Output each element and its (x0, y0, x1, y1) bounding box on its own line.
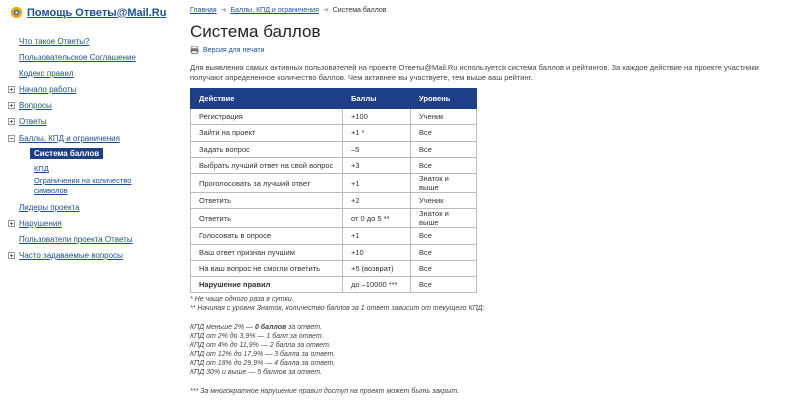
cell-action: Регистрация (191, 109, 343, 125)
cell-action: Выбрать лучший ответ на свой вопрос (191, 157, 343, 173)
sidebar-item-label[interactable]: Пользовательское Соглашение (19, 53, 136, 62)
page-title: Система баллов (190, 22, 321, 41)
cell-level: Знаток и выше (411, 209, 477, 228)
sidebar-item-label[interactable]: Пользователи проекта Ответы (19, 235, 133, 244)
breadcrumb (190, 6, 387, 14)
cell-action: На ваш вопрос не смогли ответить (191, 260, 343, 276)
sidebar-item-start[interactable] (8, 85, 76, 94)
table-row (191, 174, 477, 193)
table-row (191, 141, 477, 157)
kpd-line-1 (190, 324, 322, 331)
cell-action: Ваш ответ признан лучшим (191, 244, 343, 260)
table-row (191, 109, 477, 125)
breadcrumb-home[interactable]: Главная (190, 7, 217, 14)
arrow-right-icon: ➔ (322, 7, 329, 14)
footnote-1: * Не чаще одного раза в сутки. (190, 296, 294, 303)
cell-points: +3 (343, 157, 411, 173)
cell-level: Все (411, 157, 477, 173)
cell-level: Все (411, 125, 477, 141)
print-link[interactable] (190, 46, 264, 54)
subitem-points-system[interactable] (30, 149, 103, 158)
intro-line: Для выявления самых активных пользователей на проекте Ответы@Mail.Ru используется система баллов и рейтингов. За каждое действие на проекте участники (190, 63, 759, 72)
subitem-label[interactable]: Ограничения на количество (34, 176, 132, 185)
sidebar-item-questions[interactable] (8, 101, 52, 110)
table-row (191, 244, 477, 260)
sidebar-item-label[interactable]: Нарушения (19, 219, 62, 228)
col-header-level: Уровень (411, 89, 477, 109)
kpd-prefix: КПД меньше 2% — (190, 324, 255, 331)
sidebar (0, 0, 180, 402)
collapse-minus-icon[interactable] (8, 135, 15, 142)
table-row (191, 157, 477, 173)
sidebar-item-label[interactable]: Часто задаваемые вопросы (19, 251, 123, 260)
subitem-label[interactable]: КПД (34, 164, 49, 173)
cell-action: Задать вопрос (191, 141, 343, 157)
cell-action: Ответить (191, 209, 343, 228)
expand-plus-icon[interactable] (8, 102, 15, 109)
sidebar-item-label[interactable]: Что такое Ответы? (19, 37, 90, 46)
cell-action: Зайти на проект (191, 125, 343, 141)
table-row (191, 277, 477, 293)
intro-text (190, 63, 790, 83)
cell-points: +1 (343, 228, 411, 244)
breadcrumb-section[interactable]: Баллы, КПД и ограничения (230, 7, 319, 14)
kpd-line-5: КПД от 18% до 29,9% — 4 балла за ответ. (190, 360, 336, 367)
table-row (191, 125, 477, 141)
sidebar-item-label[interactable]: Начало работы (19, 85, 77, 94)
sidebar-item-label[interactable]: Баллы, КПД и ограничения (19, 134, 120, 143)
subitem-limits-cont[interactable] (34, 186, 68, 195)
footnote-2: ** Начиная с уровня Знаток, количество баллов за 1 ответ зависит от текущего КПД: (190, 305, 485, 312)
logo-text[interactable]: Помощь Ответы@Mail.Ru (27, 6, 167, 19)
arrow-right-icon: ➔ (220, 7, 227, 14)
cell-points: +1 * (343, 125, 411, 141)
sidebar-item-rules[interactable] (8, 69, 73, 78)
cell-points: +10 (343, 244, 411, 260)
cell-level: Все (411, 141, 477, 157)
cell-points: +1 (343, 174, 411, 193)
table-row (191, 260, 477, 276)
cell-action: Ответить (191, 193, 343, 209)
cell-points: от 0 до 5 ** (343, 209, 411, 228)
cell-level: Все (411, 260, 477, 276)
cell-action: Проголосовать за лучший ответ (191, 174, 343, 193)
subitem-active-label[interactable]: Система баллов (30, 148, 103, 159)
cell-points: до –10000 *** (343, 277, 411, 293)
cell-action: Голосовать в опросе (191, 228, 343, 244)
sidebar-item-label[interactable]: Ответы (19, 117, 47, 126)
kpd-line-6: КПД 30% и выше — 5 баллов за ответ. (190, 369, 322, 376)
cell-level: Все (411, 277, 477, 293)
sidebar-item-agreement[interactable] (8, 53, 136, 62)
col-header-action: Действие (191, 89, 343, 109)
kpd-bold: 0 баллов (254, 324, 287, 331)
breadcrumb-current: Система баллов (332, 7, 387, 14)
sidebar-item-leaders[interactable] (8, 203, 80, 212)
sidebar-item-points[interactable] (8, 134, 120, 143)
col-header-points: Баллы (343, 89, 411, 109)
cell-level: Ученик (411, 193, 477, 209)
subitem-kpd[interactable] (34, 164, 49, 173)
sidebar-item-users[interactable] (8, 235, 133, 244)
sidebar-item-label[interactable]: Вопросы (19, 101, 52, 110)
mailru-otvety-icon (10, 6, 23, 19)
sidebar-item-label[interactable]: Лидеры проекта (19, 203, 80, 212)
logo[interactable] (10, 6, 166, 19)
intro-line: получают определенное количество баллов. Чем активнее вы участвуете, тем выше ваш рейтинг. (190, 73, 533, 82)
print-version-link[interactable]: Версия для печати (203, 46, 265, 54)
table-header-row (191, 89, 477, 109)
expand-plus-icon[interactable] (8, 118, 15, 125)
cell-level: Ученик (411, 109, 477, 125)
sidebar-item-faq[interactable] (8, 251, 123, 260)
expand-plus-icon[interactable] (8, 220, 15, 227)
cell-action: Нарушение правил (191, 277, 343, 293)
cell-level: Все (411, 244, 477, 260)
expand-plus-icon[interactable] (8, 86, 15, 93)
table-row (191, 209, 477, 228)
footnote-3: *** За многократное нарушение правил доступ на проект может быть закрыт. (190, 388, 460, 395)
printer-icon (190, 46, 199, 54)
cell-level: Знаток и выше (411, 174, 477, 193)
cell-points: –5 (343, 141, 411, 157)
cell-points: +2 (343, 193, 411, 209)
sidebar-item-label[interactable]: Кодекс правил (19, 69, 74, 78)
points-table (190, 88, 477, 293)
expand-plus-icon[interactable] (8, 252, 15, 259)
cell-points: +100 (343, 109, 411, 125)
sidebar-item-violations[interactable] (8, 219, 62, 228)
kpd-line-4: КПД от 12% до 17,9% — 3 балла за ответ. (190, 351, 336, 358)
sidebar-item-what-is[interactable] (8, 37, 89, 46)
cell-level: Все (411, 228, 477, 244)
table-row (191, 193, 477, 209)
sidebar-item-answers[interactable] (8, 117, 47, 126)
subitem-label[interactable]: символов (34, 186, 68, 195)
subitem-limits[interactable] (34, 176, 131, 185)
kpd-suffix: за ответ. (286, 324, 322, 331)
kpd-line-3: КПД от 4% до 11,9% — 2 балла за ответ. (190, 342, 331, 349)
table-row (191, 228, 477, 244)
cell-points: +5 (возврат) (343, 260, 411, 276)
kpd-line-2: КПД от 2% до 3,9% — 1 балл за ответ. (190, 333, 324, 340)
